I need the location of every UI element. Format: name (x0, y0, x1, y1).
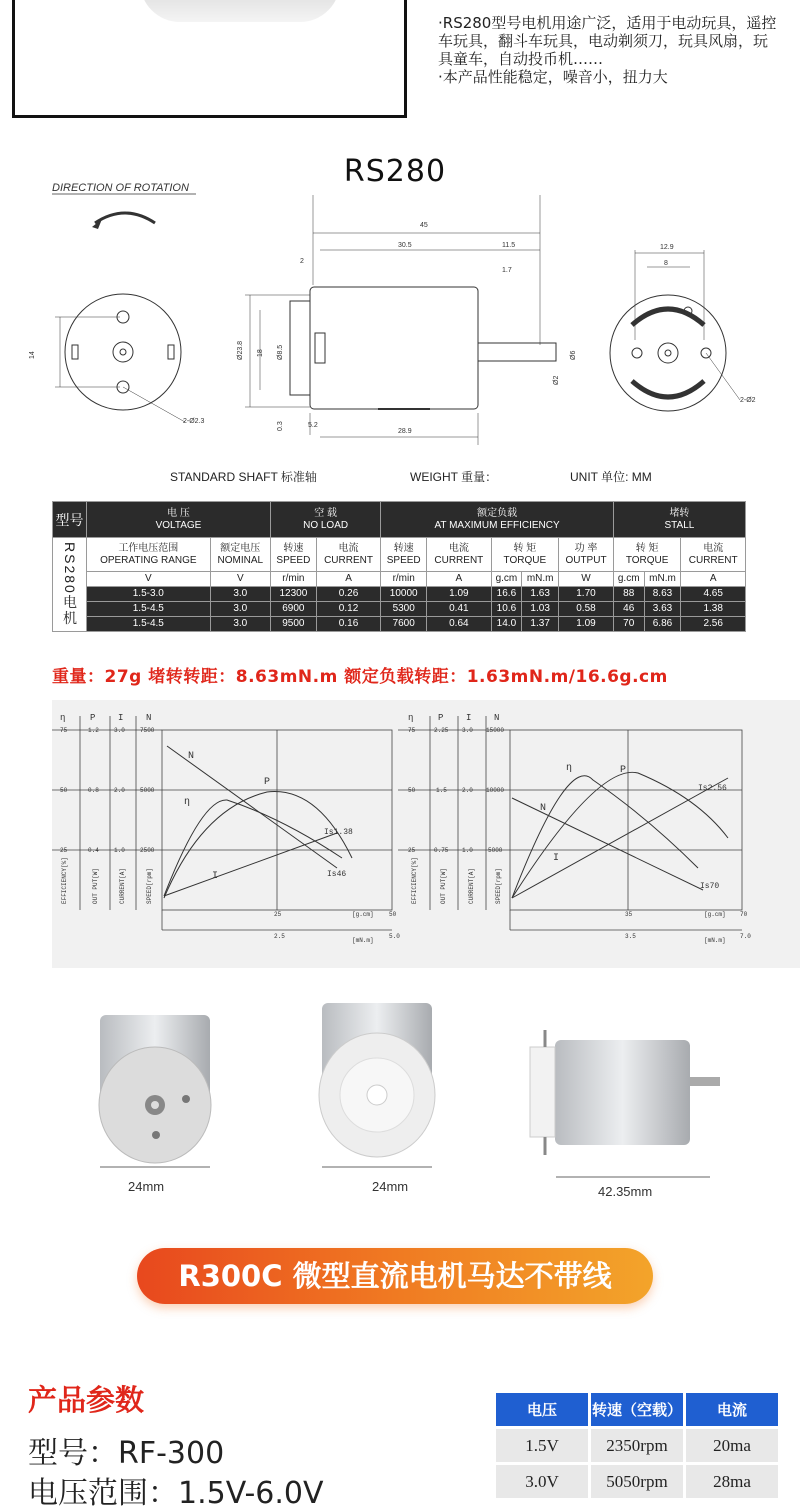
svg-text:I: I (553, 853, 560, 864)
maxeff-header: 额定负载 AT MAXIMUM EFFICIENCY (381, 502, 614, 538)
dim-label-2: 24mm (372, 1179, 409, 1194)
svg-text:Is2.56: Is2.56 (698, 784, 727, 793)
svg-text:70: 70 (740, 911, 748, 918)
svg-text:2.0: 2.0 (462, 787, 473, 794)
right-head-i: I (466, 713, 472, 723)
dim-23-8: Ø23.8 (237, 340, 244, 360)
svg-text:OUT PUT[W]: OUT PUT[W] (92, 867, 99, 904)
svg-text:1.0: 1.0 (462, 847, 473, 854)
dim-5-2: 5.2 (308, 422, 318, 429)
intro-bullet-1: ·RS280型号电机用途广泛，适用于电动玩具，遥控车玩具，翻斗车玩具，电动剃须刀，玩具风扇，玩具童车，自动投币机…… (438, 14, 777, 68)
op-range-header: 工作电压范围 OPERATING RANGE (87, 538, 211, 572)
svg-text:3.0: 3.0 (462, 727, 473, 734)
output-curve (164, 792, 352, 898)
svg-text:25: 25 (274, 911, 282, 918)
dim-28-9: 28.9 (398, 428, 412, 435)
nominal-header: 额定电压 NOMINAL (210, 538, 270, 572)
svg-text:2.5: 2.5 (274, 933, 285, 940)
current-curve-r (512, 778, 728, 898)
svg-text:0.75: 0.75 (434, 847, 449, 854)
dim-label-1: 24mm (128, 1179, 165, 1194)
svg-text:CURRENT[A]: CURRENT[A] (468, 867, 475, 904)
svg-text:2.25: 2.25 (434, 727, 449, 734)
right-head-eta: η (408, 713, 414, 723)
params-model: 型号：RF-300 (28, 1436, 225, 1471)
svg-text:50: 50 (389, 911, 397, 918)
svg-text:0.8: 0.8 (88, 787, 99, 794)
model-title: RS280 (343, 154, 447, 189)
dim-8: 8 (664, 260, 668, 267)
performance-chart-right (398, 708, 758, 948)
svg-text:25: 25 (408, 847, 416, 854)
motor-photo-top (140, 0, 340, 22)
right-head-n: N (494, 713, 500, 723)
spec-table (52, 501, 746, 632)
params-table-header: 电压 转速（空载） 电流 (496, 1393, 778, 1426)
svg-text:2.0: 2.0 (114, 787, 125, 794)
motor-photo-front (99, 1015, 211, 1167)
svg-text:P: P (620, 765, 627, 776)
svg-text:7.0: 7.0 (740, 933, 751, 940)
dim-2b: Ø2 (553, 375, 560, 385)
svg-text:[g.cm]: [g.cm] (352, 911, 374, 918)
svg-text:5000: 5000 (488, 847, 503, 854)
table-row: 1.5-4.5 3.0 9500 0.16 7600 0.64 14.0 1.37 1.09 70 6.86 2.56 (53, 617, 746, 632)
product-banner: R300C 微型直流电机马达不带线 (137, 1248, 653, 1304)
svg-text:[mN.m]: [mN.m] (704, 937, 726, 944)
svg-text:CURRENT[A]: CURRENT[A] (119, 867, 126, 904)
dim-0-3: 0.3 (277, 421, 284, 431)
unit-label: UNIT 单位: MM (570, 470, 652, 484)
left-head-n: N (146, 713, 152, 723)
back-view (610, 250, 740, 411)
svg-text:50: 50 (408, 787, 416, 794)
speed-header: 转速 SPEED (270, 538, 316, 572)
load-speed-header: 转速 SPEED (381, 538, 427, 572)
svg-text:2500: 2500 (140, 847, 155, 854)
efficiency-curve-r (512, 776, 698, 898)
table-row: 1.5V 2350rpm 20ma (496, 1429, 778, 1462)
svg-text:I: I (212, 871, 219, 882)
dim-12-9: 12.9 (660, 244, 674, 251)
dim-6: Ø6 (570, 350, 577, 360)
dim-30-5: 30.5 (398, 242, 412, 249)
params-table (493, 1390, 781, 1501)
units-row: V V r/min A r/min A g.cm mN.m W g.cm mN.m A (53, 572, 746, 587)
dim-18: 18 (257, 349, 264, 357)
svg-text:50: 50 (60, 787, 68, 794)
dim-14: 14 (29, 351, 36, 359)
rotation-arrow-icon (95, 213, 155, 223)
performance-chart-left (52, 708, 402, 948)
svg-text:15000: 15000 (486, 727, 505, 734)
table-row: 1.5-4.5 3.0 6900 0.12 5300 0.41 10.6 1.03 0.58 46 3.63 1.38 (53, 602, 746, 617)
dim-2: 2 (300, 258, 304, 265)
output-curve-r (512, 772, 728, 898)
right-head-p: P (438, 713, 444, 723)
params-voltage-range: 电压范围：1.5V-6.0V (28, 1476, 324, 1511)
load-current-header: 电流 CURRENT (427, 538, 491, 572)
dim-8-5: Ø8.5 (277, 344, 284, 360)
svg-text:EFFICIENCY[%]: EFFICIENCY[%] (61, 857, 68, 904)
left-head-i: I (118, 713, 124, 723)
svg-text:P: P (264, 777, 271, 788)
svg-text:25: 25 (60, 847, 68, 854)
svg-text:Is70: Is70 (700, 882, 720, 891)
table-row: 1.5-3.0 3.0 12300 0.26 10000 1.09 16.6 1.63 1.70 88 8.63 4.65 (53, 587, 746, 602)
dim-label-3: 42.35mm (598, 1184, 653, 1199)
svg-text:7500: 7500 (140, 727, 155, 734)
stall-header: 堵转 STALL (613, 502, 745, 538)
side-view (245, 195, 556, 445)
svg-text:1.2: 1.2 (88, 727, 99, 734)
svg-text:EFFICIENCY[%]: EFFICIENCY[%] (411, 857, 418, 904)
shaft-label: STANDARD SHAFT 标准轴 (170, 470, 317, 484)
svg-text:N: N (540, 803, 547, 814)
motor-photo-back (319, 1003, 435, 1167)
svg-text:OUT PUT[W]: OUT PUT[W] (440, 867, 447, 904)
svg-text:5000: 5000 (140, 787, 155, 794)
intro-text (438, 14, 778, 86)
motor-photos (90, 995, 750, 1205)
noload-header: 空 载 NO LOAD (270, 502, 380, 538)
svg-text:η: η (566, 763, 573, 774)
params-title: 产品参数 (28, 1383, 145, 1417)
svg-text:0.4: 0.4 (88, 847, 99, 854)
current-header: 电流 CURRENT (316, 538, 380, 572)
svg-text:Is46: Is46 (327, 870, 347, 879)
model-header: 型号 (53, 502, 87, 538)
model-cell: RS280电机 (53, 538, 87, 632)
svg-text:35: 35 (625, 911, 633, 918)
voltage-header: 电 压 VOLTAGE (87, 502, 271, 538)
svg-text:[mN.m]: [mN.m] (352, 937, 374, 944)
left-head-p: P (90, 713, 96, 723)
technical-drawing (20, 175, 780, 460)
dim-11-5: 11.5 (502, 242, 516, 249)
left-head-eta: η (60, 713, 66, 723)
dim-hole-left: 2-Ø2.3 (183, 418, 205, 425)
svg-text:SPEED[rpm]: SPEED[rpm] (495, 867, 502, 904)
weight-label: WEIGHT 重量： (410, 470, 498, 484)
svg-text:3.0: 3.0 (114, 727, 125, 734)
current-curve (164, 833, 337, 896)
table-row: 3.0V 5050rpm 28ma (496, 1465, 778, 1498)
output-header: 功 率 OUTPUT (559, 538, 614, 572)
summary-line: 重量：27g 堵转转距：8.63mN.m 额定负载转距：1.63mN.m/16.6g.cm (52, 667, 668, 687)
torque-header: 转 矩 TORQUE (491, 538, 559, 572)
svg-text:1.5: 1.5 (436, 787, 447, 794)
dim-1-7: 1.7 (502, 267, 512, 274)
stall-current-header: 电流 CURRENT (681, 538, 746, 572)
intro-bullet-2: ·本产品性能稳定，噪音小，扭力大 (438, 68, 668, 86)
svg-text:75: 75 (60, 727, 68, 734)
svg-text:Is1.38: Is1.38 (324, 828, 353, 837)
svg-text:η: η (184, 797, 191, 808)
rotation-label: DIRECTION OF ROTATION (52, 182, 189, 194)
svg-text:3.5: 3.5 (625, 933, 636, 940)
motor-photo-side (530, 1030, 720, 1177)
svg-text:[g.cm]: [g.cm] (704, 911, 726, 918)
svg-text:75: 75 (408, 727, 416, 734)
front-view (55, 294, 185, 422)
svg-text:1.0: 1.0 (114, 847, 125, 854)
dim-45: 45 (420, 222, 428, 229)
stall-torque-header: 转 矩 TORQUE (613, 538, 681, 572)
svg-text:SPEED[rpm]: SPEED[rpm] (146, 867, 153, 904)
svg-text:10000: 10000 (486, 787, 505, 794)
svg-text:N: N (188, 751, 195, 762)
svg-text:5.0: 5.0 (389, 933, 400, 940)
dim-hole-right: 2-Ø2 (740, 397, 756, 404)
